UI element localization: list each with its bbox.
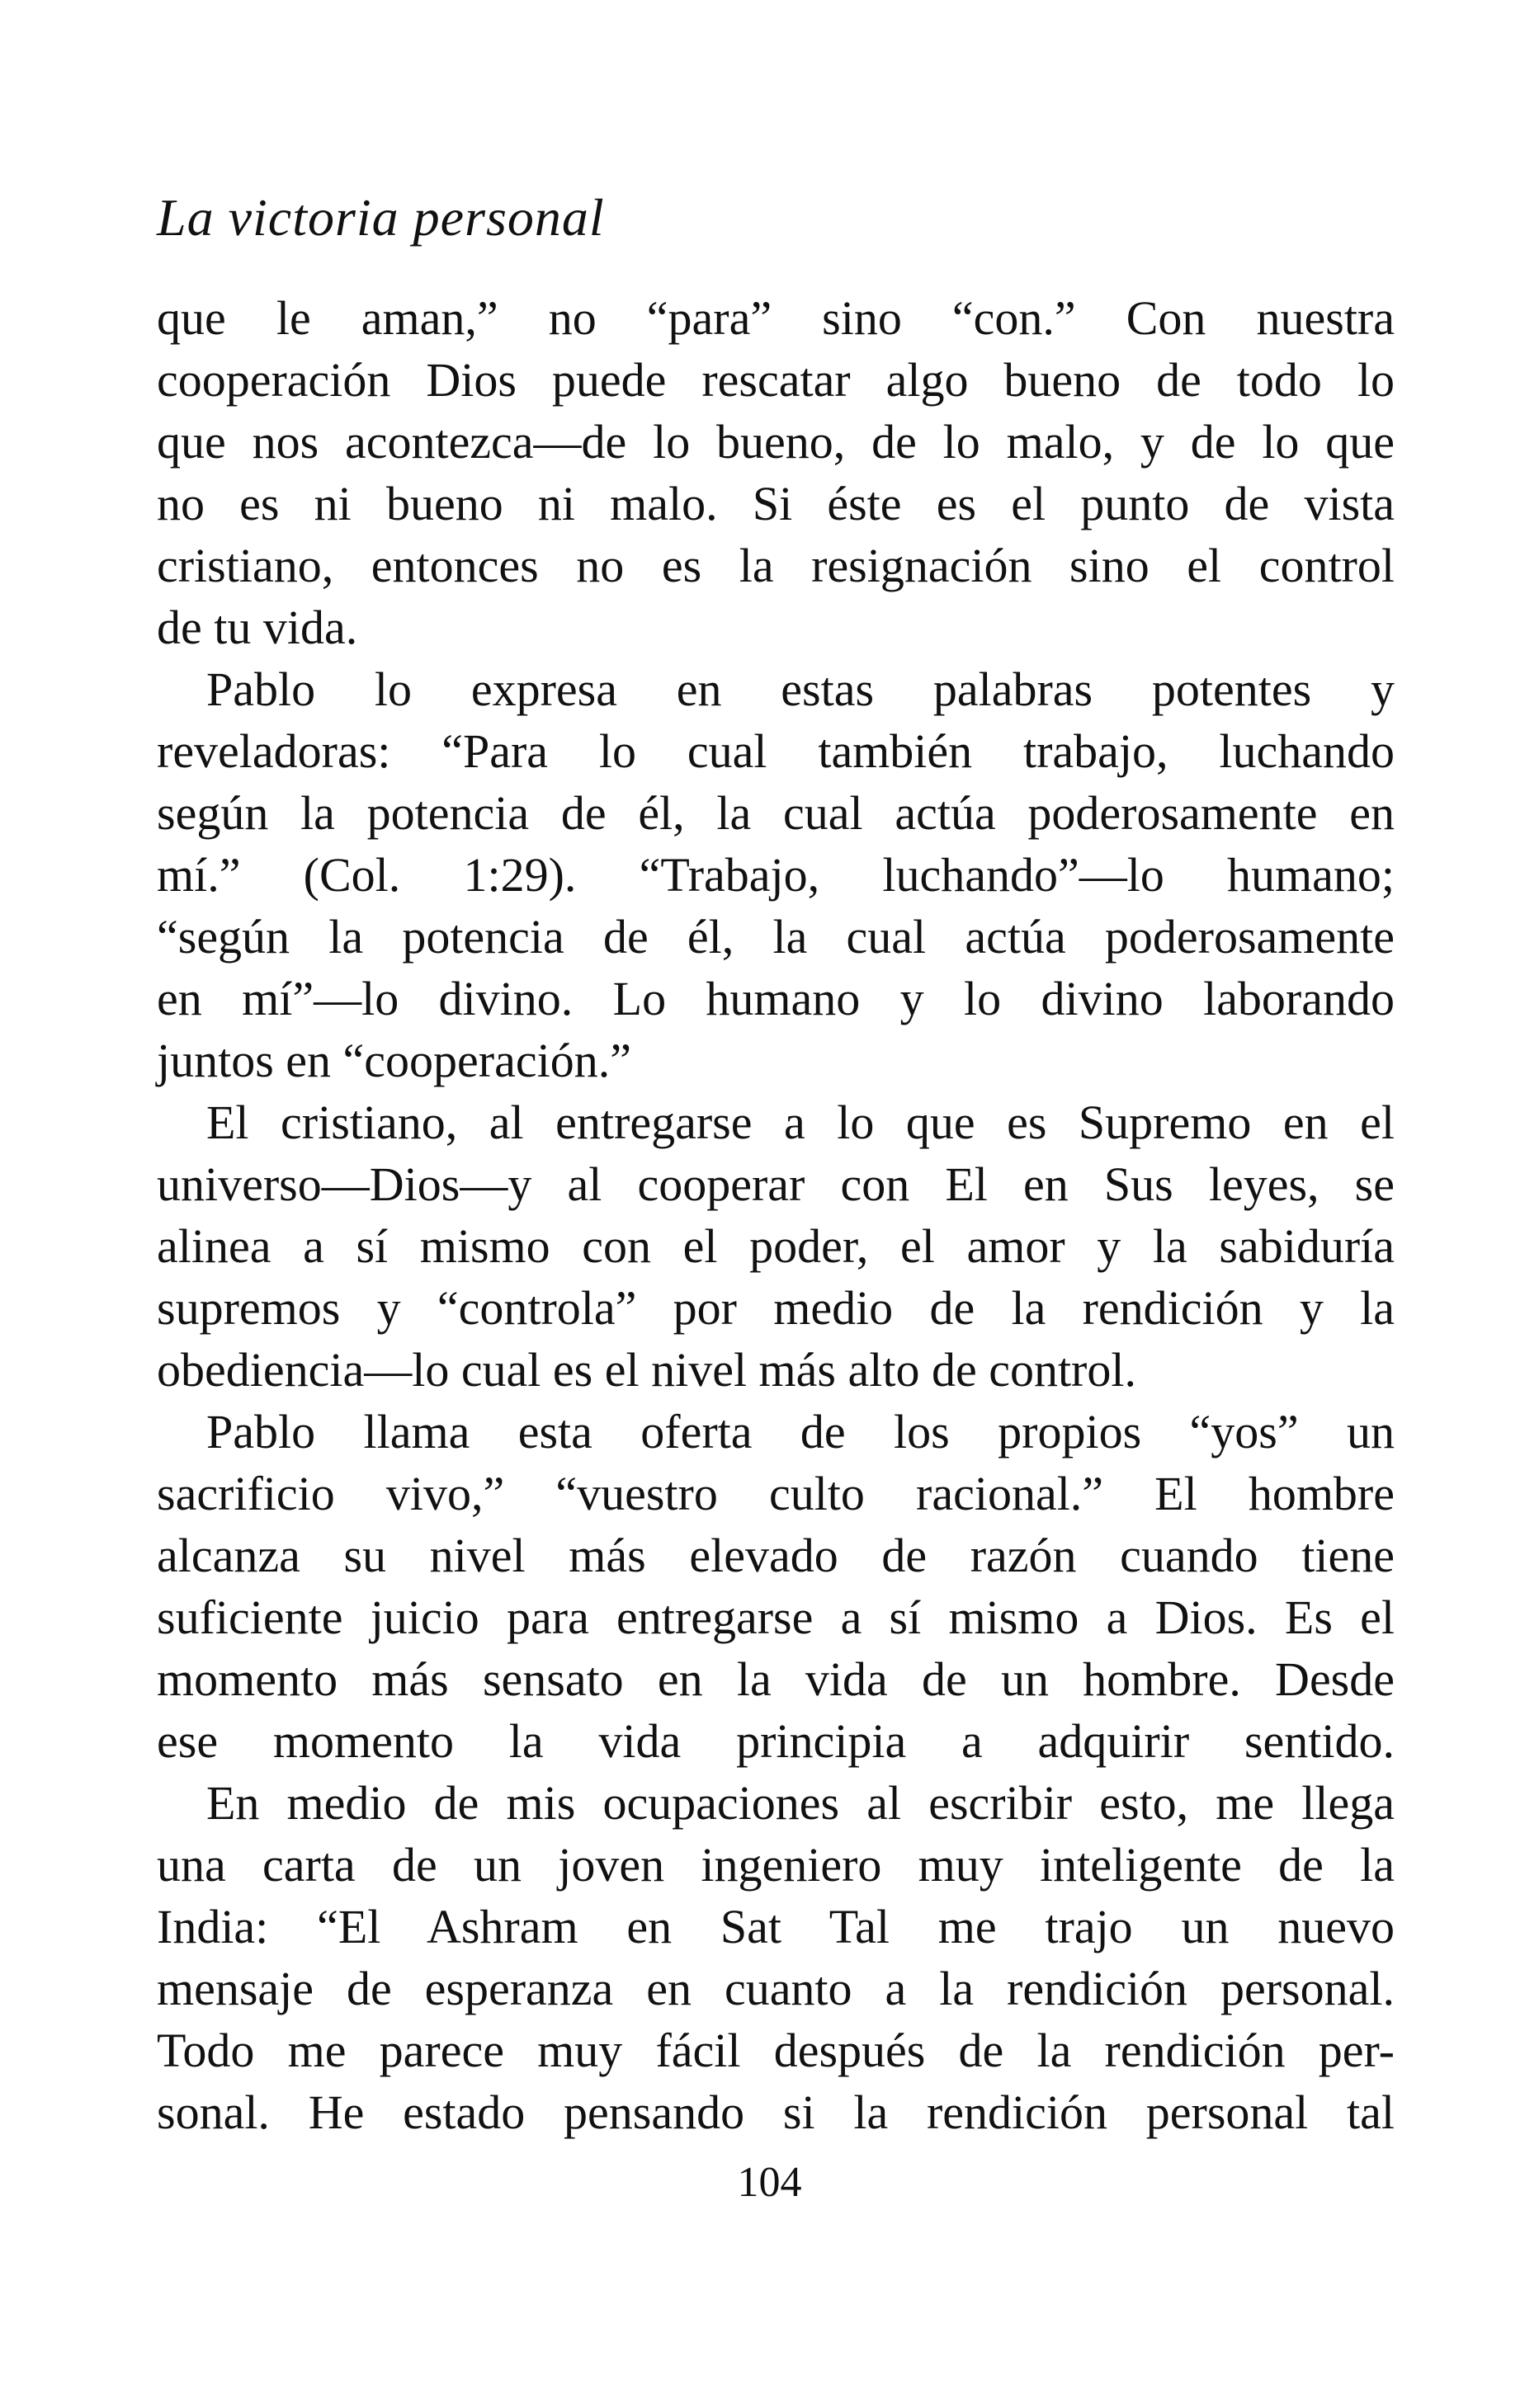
text-line: alinea a sí mismo con el poder, el amor y la sabiduría xyxy=(157,1219,1395,1273)
paragraph-start-line: Pablo lo expresa en estas palabras potentes y xyxy=(206,662,1395,716)
text-line: supremos y “controla” por medio de la rendición y la xyxy=(157,1281,1395,1335)
text-line: que nos acontezca—de lo bueno, de lo malo, y de lo que xyxy=(157,415,1395,469)
text-line: reveladoras: “Para lo cual también trabajo, luchando xyxy=(157,724,1395,778)
text-line: suficiente juicio para entregarse a sí mismo a Dios. Es el xyxy=(157,1590,1395,1644)
paragraph-start-line: En medio de mis ocupaciones al escribir esto, me llega xyxy=(206,1776,1395,1830)
text-line: universo—Dios—y al cooperar con El en Sus leyes, se xyxy=(157,1157,1395,1211)
text-line: juntos en “cooperación.” xyxy=(157,1034,631,1087)
body-text xyxy=(157,287,1395,2143)
page-number: 104 xyxy=(737,2159,802,2206)
text-line: mensaje de esperanza en cuanto a la rendición personal. xyxy=(157,1962,1395,2015)
text-line: momento más sensato en la vida de un hombre. Desde xyxy=(157,1652,1395,1706)
text-line: según la potencia de él, la cual actúa poderosamente en xyxy=(157,786,1395,840)
text-line: de tu vida. xyxy=(157,601,358,654)
text-line: Todo me parece muy fácil después de la rendición per- xyxy=(157,2024,1395,2077)
text-line: en mí”—lo divino. Lo humano y lo divino laborando xyxy=(157,972,1395,1025)
text-line: mí.” (Col. 1:29). “Trabajo, luchando”—lo humano; xyxy=(157,848,1395,902)
text-line: “según la potencia de él, la cual actúa poderosamente xyxy=(157,910,1395,964)
text-line: sonal. He estado pensando si la rendición personal tal xyxy=(157,2085,1395,2139)
text-line: que le aman,” no “para” sino “con.” Con nuestra xyxy=(157,291,1395,345)
text-line: alcanza su nivel más elevado de razón cuando tiene xyxy=(157,1529,1395,1582)
text-line: India: “El Ashram en Sat Tal me trajo un nuevo xyxy=(157,1900,1395,1953)
paragraph-start-line: El cristiano, al entregarse a lo que es Supremo en el xyxy=(206,1096,1395,1149)
text-line: no es ni bueno ni malo. Si éste es el punto de vista xyxy=(157,477,1395,530)
text-line: obediencia—lo cual es el nivel más alto de control. xyxy=(157,1343,1136,1397)
text-line: ese momento la vida principia a adquirir sentido. xyxy=(157,1714,1395,1768)
text-line: cristiano, entonces no es la resignación sino el control xyxy=(157,539,1395,592)
text-line: una carta de un joven ingeniero muy inteligente de la xyxy=(157,1838,1395,1892)
paragraph-start-line: Pablo llama esta oferta de los propios “yos” un xyxy=(206,1405,1395,1458)
running-head: La victoria personal xyxy=(157,188,605,247)
text-line: sacrificio vivo,” “vuestro culto racional.” El hombre xyxy=(157,1467,1395,1520)
text-line: cooperación Dios puede rescatar algo bueno de todo lo xyxy=(157,353,1395,407)
